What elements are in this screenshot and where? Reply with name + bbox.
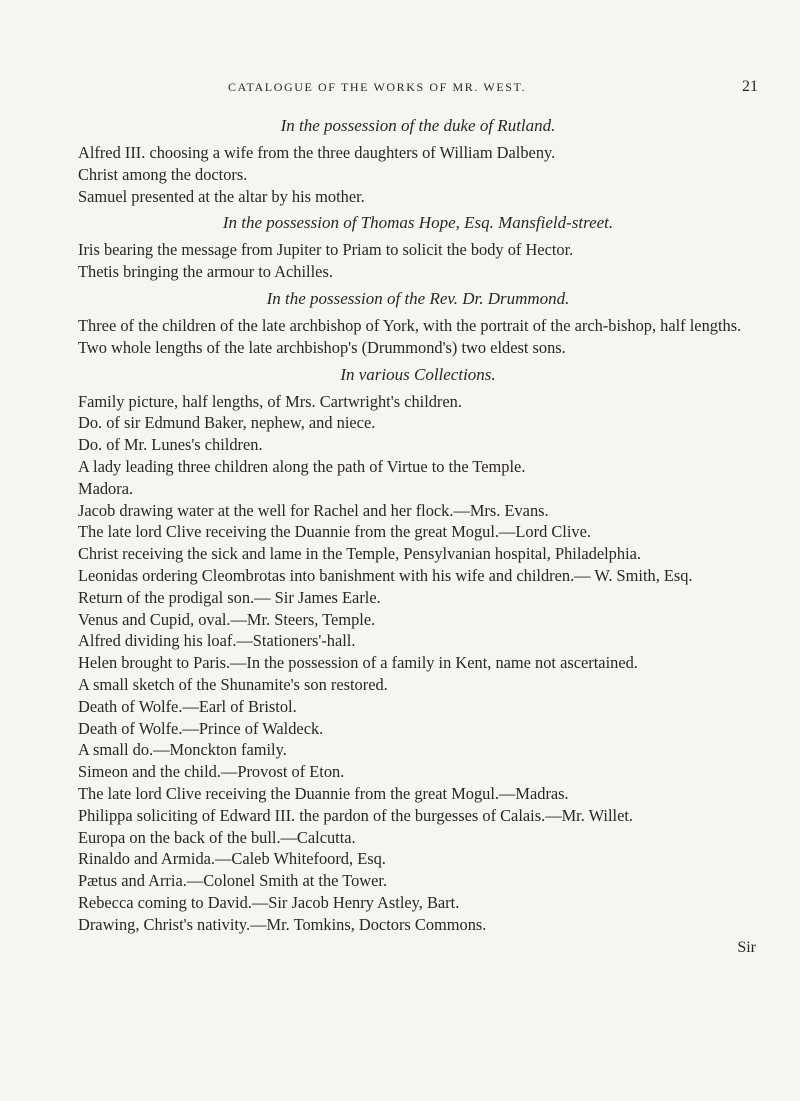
catalogue-entry: Death of Wolfe.—Earl of Bristol. [78, 696, 297, 716]
catalogue-entry: Europa on the back of the bull.—Calcutta. [78, 827, 356, 847]
catalogue-entry: Pætus and Arria.—Colonel Smith at the Tower. [78, 871, 388, 891]
catalogue-entry: Drawing, Christ's nativity.—Mr. Tomkins, Doctors Commons. [78, 914, 487, 934]
section-heading: In the possession of the duke of Rutland. [280, 116, 556, 135]
catalogue-entry: Three of the children of the late archbishop of York, with the portrait of the arch-bishop, half lengths. [78, 315, 742, 335]
catalogue-entry: Rebecca coming to David.—Sir Jacob Henry Astley, Bart. [78, 892, 460, 912]
catalogue-entry: Alfred dividing his loaf.—Stationers'-hall. [78, 631, 356, 651]
catalogue-entry: Do. of Mr. Lunes's children. [78, 435, 263, 455]
catalogue-entry: Christ among the doctors. [78, 164, 248, 184]
catalogue-entry: A small sketch of the Shunamite's son restored. [78, 674, 388, 694]
catchword: Sir [737, 938, 756, 956]
catalogue-entry: Thetis bringing the armour to Achilles. [78, 262, 333, 282]
catalogue-entry: The late lord Clive receiving the Duannie from the great Mogul.—Lord Clive. [78, 522, 591, 542]
page-number: 21 [742, 78, 758, 95]
section-heading: In the possession of Thomas Hope, Esq. Mansfield-street. [222, 213, 614, 233]
section-heading: In the possession of the Rev. Dr. Drummond. [266, 288, 570, 308]
catalogue-entry: Return of the prodigal son.— Sir James Earle. [78, 587, 381, 607]
catalogue-entry: Rinaldo and Armida.—Caleb Whitefoord, Esq. [78, 849, 386, 869]
catalogue-entry: Philippa soliciting of Edward III. the pardon of the burgesses of Calais.—Mr. Willet. [78, 805, 634, 825]
catalogue-entry: Two whole lengths of the late archbishop's (Drummond's) two eldest sons. [78, 337, 566, 357]
catalogue-entry: Madora. [78, 478, 134, 498]
catalogue-entry: Samuel presented at the altar by his mother. [78, 186, 365, 206]
catalogue-entry: Do. of sir Edmund Baker, nephew, and niece. [78, 413, 376, 433]
catalogue-entry: Simeon and the child.—Provost of Eton. [78, 762, 345, 782]
catalogue-entry: Iris bearing the message from Jupiter to Priam to solicit the body of Hector. [78, 240, 574, 260]
catalogue-entry: Helen brought to Paris.—In the possession of a family in Kent, name not ascertained. [78, 653, 638, 673]
catalogue-entry: Alfred III. choosing a wife from the three daughters of William Dalbeny. [78, 143, 556, 162]
catalogue-entry: Venus and Cupid, oval.—Mr. Steers, Temple. [78, 609, 376, 629]
catalogue-entry: Christ receiving the sick and lame in the Temple, Pensylvanian hospital, Philadelphia. [78, 544, 641, 564]
catalogue-content [78, 114, 758, 936]
section-heading: In various Collections. [340, 364, 496, 384]
running-head [78, 78, 758, 100]
catalogue-entry: A lady leading three children along the path of Virtue to the Temple. [78, 456, 526, 476]
catalogue-entry: Family picture, half lengths, of Mrs. Cartwright's children. [78, 391, 462, 411]
running-head-title: CATALOGUE OF THE WORKS OF MR. WEST. [228, 80, 527, 94]
catalogue-entry: Jacob drawing water at the well for Rachel and her flock.—Mrs. Evans. [78, 500, 549, 520]
catalogue-entry: A small do.—Monckton family. [78, 740, 287, 760]
catalogue-entry: The late lord Clive receiving the Duannie from the great Mogul.—Madras. [78, 783, 569, 803]
catalogue-entry: Leonidas ordering Cleombrotas into banishment with his wife and children.— W. Smith, Esq. [78, 565, 693, 585]
catalogue-entry: Death of Wolfe.—Prince of Waldeck. [78, 718, 324, 738]
